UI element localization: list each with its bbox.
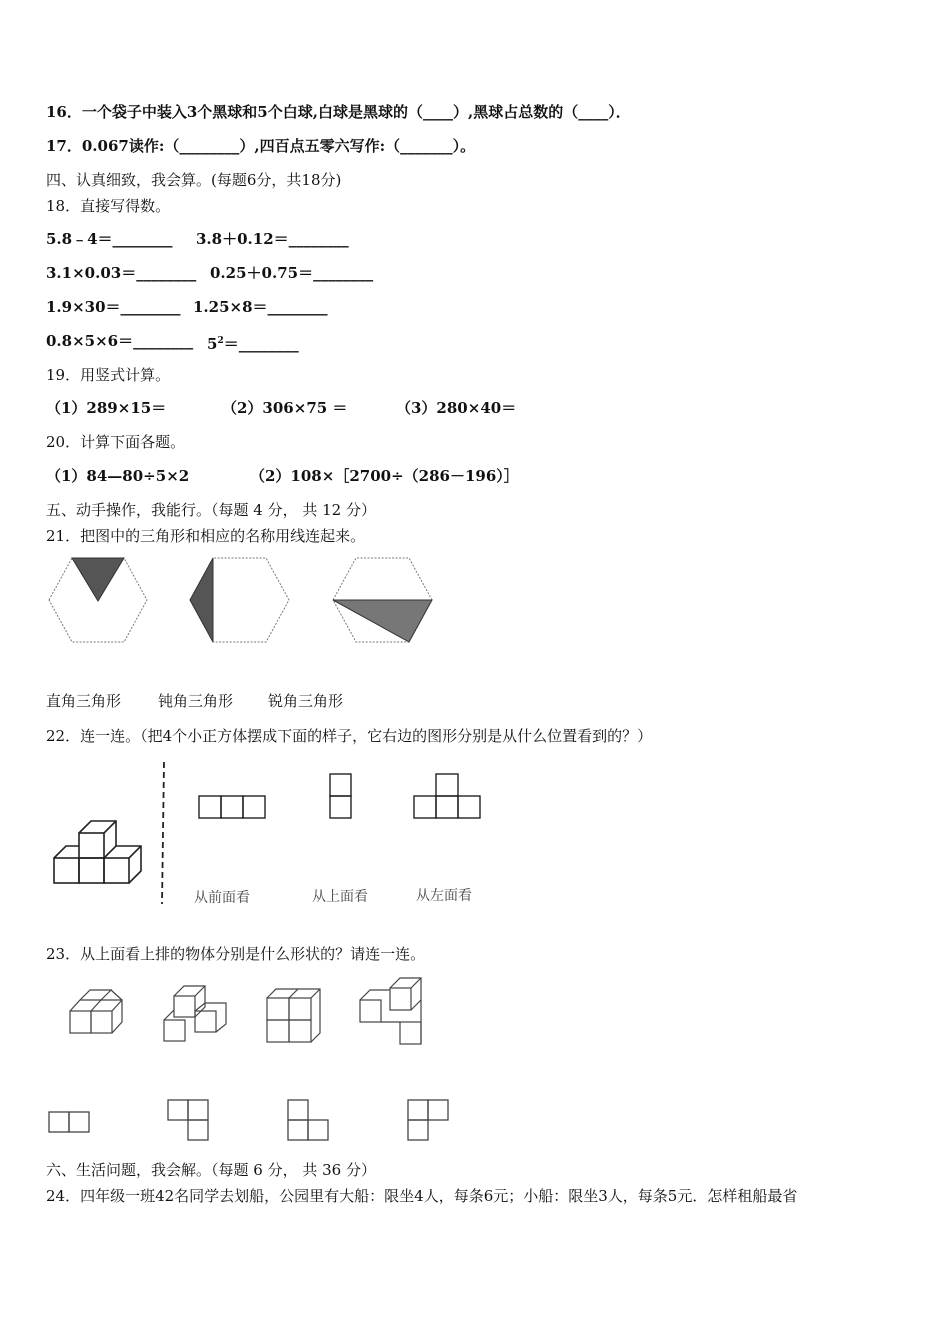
calc-3b: 1.25×8＝________ <box>193 298 328 316</box>
question-17: 17．0.067读作:（________）,四百点五零六写作:（_______）。 <box>46 137 476 155</box>
object-1 <box>70 990 122 1033</box>
question-18: 18．直接写得数。 <box>46 197 171 215</box>
shaded-triangle-2 <box>190 558 213 642</box>
question-21: 21．把图中的三角形和相应的名称用线连起来。 <box>46 527 366 545</box>
question-16: 16．一个袋子中装入3个黑球和5个白球,白球是黑球的（____）,黑球占总数的（____）． <box>46 103 631 121</box>
calc-1b: 3.8＋0.12＝________ <box>196 230 349 248</box>
q20-item-1: （1）84—80÷5×2 <box>46 467 190 485</box>
shaded-triangle-1 <box>72 558 124 601</box>
object-2 <box>164 986 226 1041</box>
q20-item-2: （2）108×［2700÷（286－196）］ <box>250 467 519 485</box>
question-20: 20．计算下面各题。 <box>46 433 186 451</box>
calc-4a: 0.8×5×6＝________ <box>46 332 194 350</box>
q19-item-3: （3）280×40＝ <box>396 399 517 417</box>
top-view-4 <box>408 1100 448 1140</box>
view-two-stacked <box>330 774 351 818</box>
object-3 <box>267 989 320 1042</box>
cube-stack <box>54 821 141 883</box>
calc-3a: 1.9×30＝________ <box>46 298 181 316</box>
q23-objects-row <box>60 978 430 1048</box>
caption-front-view: 从前面看 <box>194 890 250 906</box>
view-three-in-row <box>199 796 265 818</box>
q21-hexagon-figures <box>46 556 450 646</box>
q21-label-right: 直角三角形 <box>46 692 122 710</box>
question-24: 24．四年级一班42名同学去划船，公园里有大船：限坐4人，每条6元；小船：限坐3人，每条5元．怎样租船最省 <box>46 1187 798 1205</box>
view-t-shape <box>414 774 480 818</box>
shaded-triangle-3 <box>333 600 432 642</box>
q23-top-views <box>48 1098 452 1144</box>
section-4-heading: 四、认真细致，我会算。(每题6分，共18分) <box>46 171 342 189</box>
dashed-divider <box>162 762 164 904</box>
top-view-1 <box>49 1112 89 1132</box>
question-19: 19．用竖式计算。 <box>46 366 171 384</box>
q19-item-2: （2）306×75 ＝ <box>222 399 348 417</box>
object-4 <box>360 978 421 1044</box>
q21-label-obtuse: 钝角三角形 <box>158 692 234 710</box>
q19-item-1: （1）289×15＝ <box>46 399 167 417</box>
calc-2a: 3.1×0.03＝________ <box>46 264 197 282</box>
question-22: 22．连一连。（把4个小正方体摆成下面的样子，它右边的图形分别是从什么位置看到的？） <box>46 727 653 745</box>
caption-top-view: 从上面看 <box>312 889 368 905</box>
top-view-3 <box>288 1100 328 1140</box>
top-view-2 <box>168 1100 208 1140</box>
calc-1a: 5.8﹣4＝________ <box>46 230 173 248</box>
caption-left-view: 从左面看 <box>416 888 472 904</box>
section-6-heading: 六、生活问题，我会解。（每题 6 分， 共 36 分） <box>46 1161 376 1179</box>
question-23: 23．从上面看上排的物体分别是什么形状的？请连一连。 <box>46 945 426 963</box>
q21-label-acute: 锐角三角形 <box>268 692 344 710</box>
section-5-heading: 五、动手操作，我能行。（每题 4 分， 共 12 分） <box>46 501 376 519</box>
calc-2b: 0.25＋0.75＝________ <box>210 264 374 282</box>
calc-4b: $5^2=\_\_\_\_\_\_\_\_$ <box>207 335 299 353</box>
